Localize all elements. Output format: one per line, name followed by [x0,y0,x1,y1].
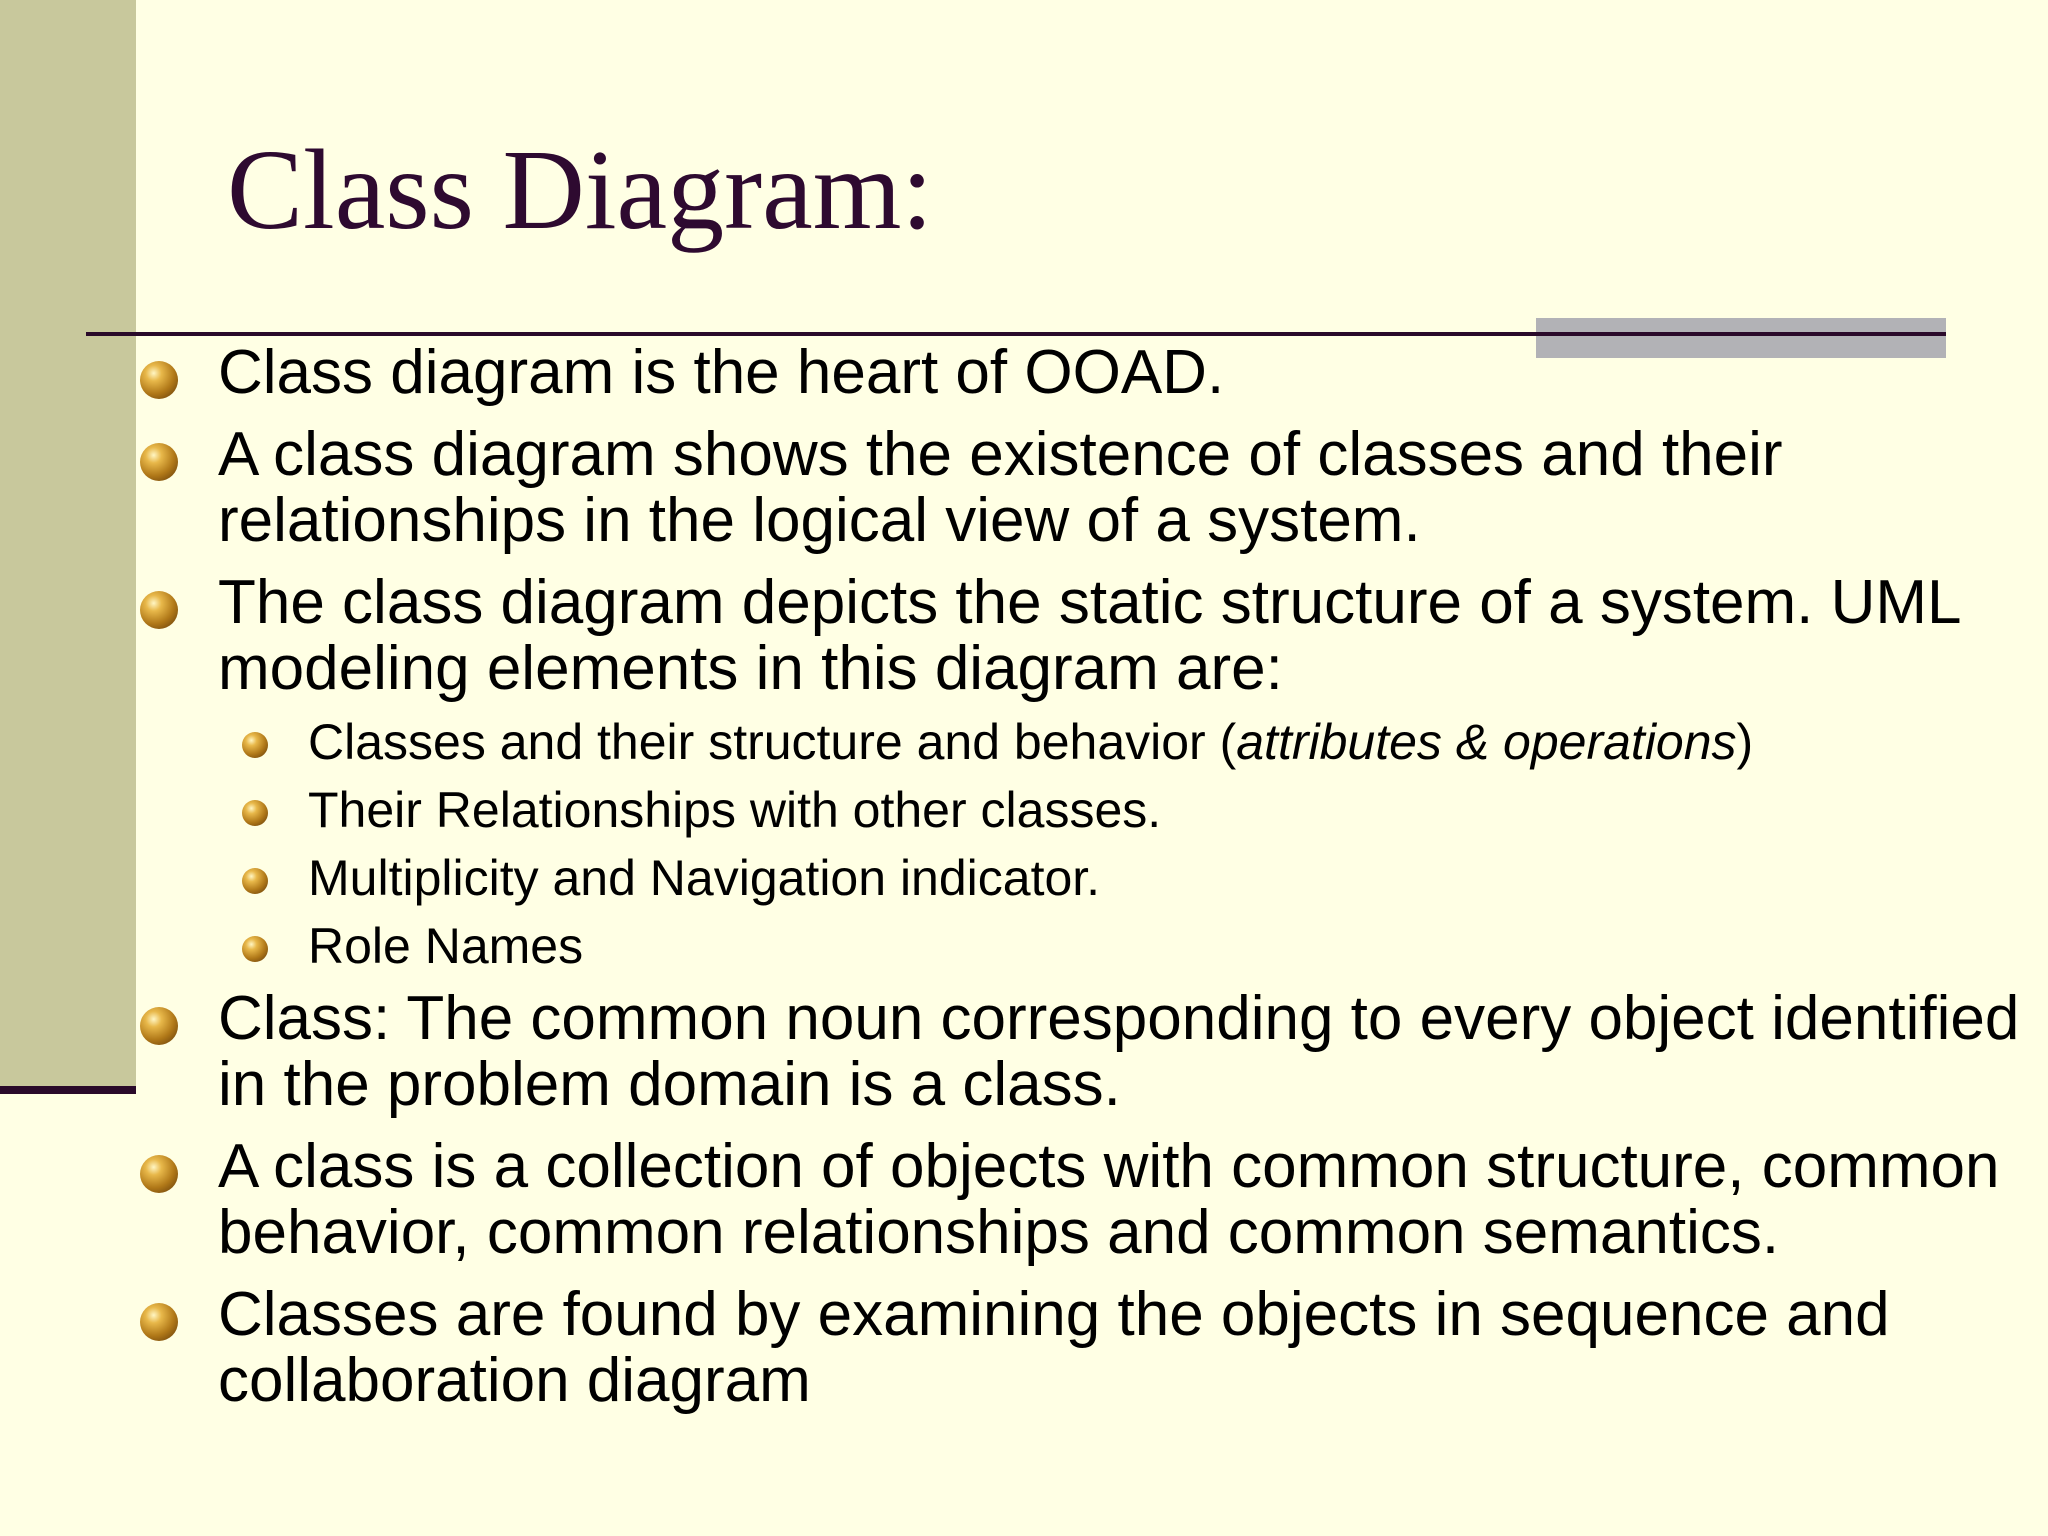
bullet-icon [242,732,268,758]
list-item-text: Class diagram is the heart of OOAD. [218,338,1225,407]
list-item-text: Classes are found by examining the objects in sequence and collaboration diagram [218,1280,1890,1415]
left-accent-rule [0,1086,136,1094]
bullet-icon [242,936,268,962]
list-item [140,1282,2020,1414]
bullet-icon [140,591,178,629]
bullet-icon [140,443,178,481]
list-item-text: A class diagram shows the existence of classes and their relationships in the logical view of a system. [218,420,1783,555]
bullet-icon [140,361,178,399]
list-item [140,340,2020,406]
list-item-text: A class is a collection of objects with common structure, common behavior, common relationships and common semantics. [218,1132,2000,1267]
sub-list-item-text: Role Names [308,918,584,974]
sub-list-item [140,714,2020,770]
title-rule-overlay [1536,332,1946,336]
list-item [140,570,2020,702]
bullet-icon [140,1007,178,1045]
list-item [140,986,2020,1118]
bullet-icon [242,800,268,826]
list-item [140,1134,2020,1266]
sub-list-item [140,782,2020,838]
bullet-icon [140,1303,178,1341]
sub-list-item-text: Multiplicity and Navigation indicator. [308,850,1101,906]
bullet-icon [140,1155,178,1193]
bullet-list [140,340,2020,1430]
left-accent-bar [0,0,136,1086]
sub-list-item-text: Their Relationships with other classes. [308,782,1162,838]
list-item [140,422,2020,554]
list-item-text: Class: The common noun corresponding to every object identified in the problem domain is a class. [218,984,2020,1119]
sub-list-item [140,850,2020,906]
sub-list-item-text: Classes and their structure and behavior (attributes & operations) [308,714,1754,770]
list-item-text: The class diagram depicts the static structure of a system. UML modeling elements in this diagram are: [218,568,1960,703]
sub-list-item [140,918,2020,974]
bullet-icon [242,868,268,894]
slide-title: Class Diagram: [227,126,934,253]
